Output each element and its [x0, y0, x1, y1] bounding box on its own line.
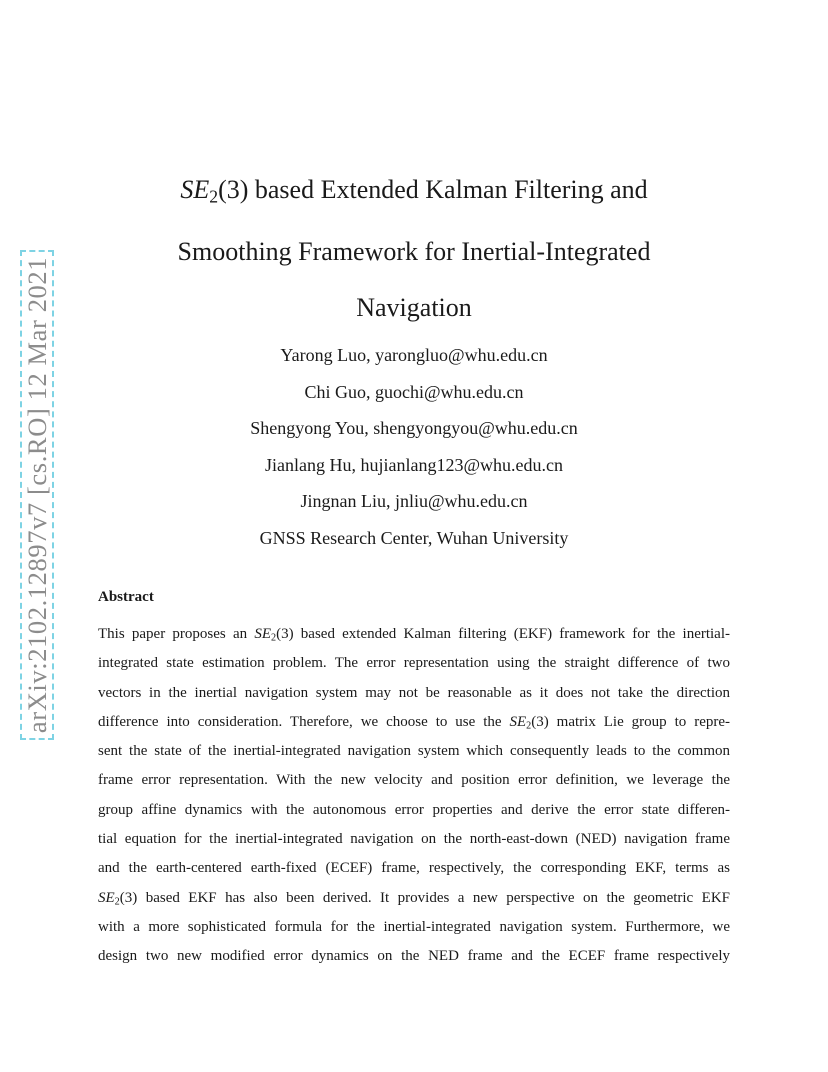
abstract-line: frame error representation. With the new velocity and position error definition, we leverage the	[98, 772, 730, 789]
abstract-body	[98, 620, 730, 972]
author-entry: Chi Guo, guochi@whu.edu.cn	[304, 381, 524, 402]
title-line-1: $SE_2(3)$ based Extended Kalman Filtering and	[180, 175, 648, 207]
title-line-3: Navigation	[356, 293, 472, 323]
title-math-se23: $SE_2(3)$	[180, 175, 249, 207]
inline-math-se23: $SE_2(3)$	[509, 713, 549, 732]
abstract-line: vectors in the inertial navigation system may not be reasonable as it does not take the direction	[98, 684, 730, 701]
title-line-2: Smoothing Framework for Inertial-Integrated	[177, 237, 651, 267]
paper-title	[100, 162, 728, 336]
abstract-heading: Abstract	[98, 589, 154, 605]
abstract-line: design two new modified error dynamics on the NED frame and the ECEF frame respectively	[98, 948, 730, 965]
arxiv-identifier: arXiv:2102.12897v7 [cs.RO] 12 Mar 2021	[21, 256, 52, 734]
inline-math-se23: $SE_2(3)$	[98, 889, 138, 908]
author-entry: Shengyong You, shengyongyou@whu.edu.cn	[250, 418, 578, 439]
abstract-line: group affine dynamics with the autonomous error properties and derive the error state differen-	[98, 801, 730, 818]
abstract-line: tial equation for the inertial-integrated navigation on the north-east-down (NED) navigation frame	[98, 831, 730, 848]
author-entry: Yarong Luo, yarongluo@whu.edu.cn	[280, 345, 548, 365]
abstract-line: and the earth-centered earth-fixed (ECEF) frame, respectively, the corresponding EKF, terms as	[98, 860, 730, 877]
inline-math-se23: $SE_2(3)$	[254, 626, 294, 644]
author-entry: Jianlang Hu, hujianlang123@whu.edu.cn	[264, 454, 564, 475]
abstract-line: with a more sophisticated formula for the inertial-integrated navigation system. Furthermore, we	[98, 918, 730, 935]
author-entry: Jingnan Liu, jnliu@whu.edu.cn	[300, 491, 528, 512]
affiliation: GNSS Research Center, Wuhan University	[259, 527, 569, 548]
abstract-line: sent the state of the inertial-integrated navigation system which consequently leads to the common	[98, 743, 730, 760]
abstract-line: difference into consideration. Therefore, we choose to use the $SE_2(3)$ matrix Lie group to repre-	[98, 713, 730, 732]
author-list	[100, 337, 728, 557]
abstract-line: $SE_2(3)$ based EKF has also been derived. It provides a new perspective on the geometric EKF	[98, 889, 730, 908]
abstract-line: This paper proposes an $SE_2(3)$ based extended Kalman filtering (EKF) framework for the inertial-	[98, 626, 730, 644]
abstract-line: integrated state estimation problem. The error representation using the straight difference of two	[98, 655, 730, 672]
